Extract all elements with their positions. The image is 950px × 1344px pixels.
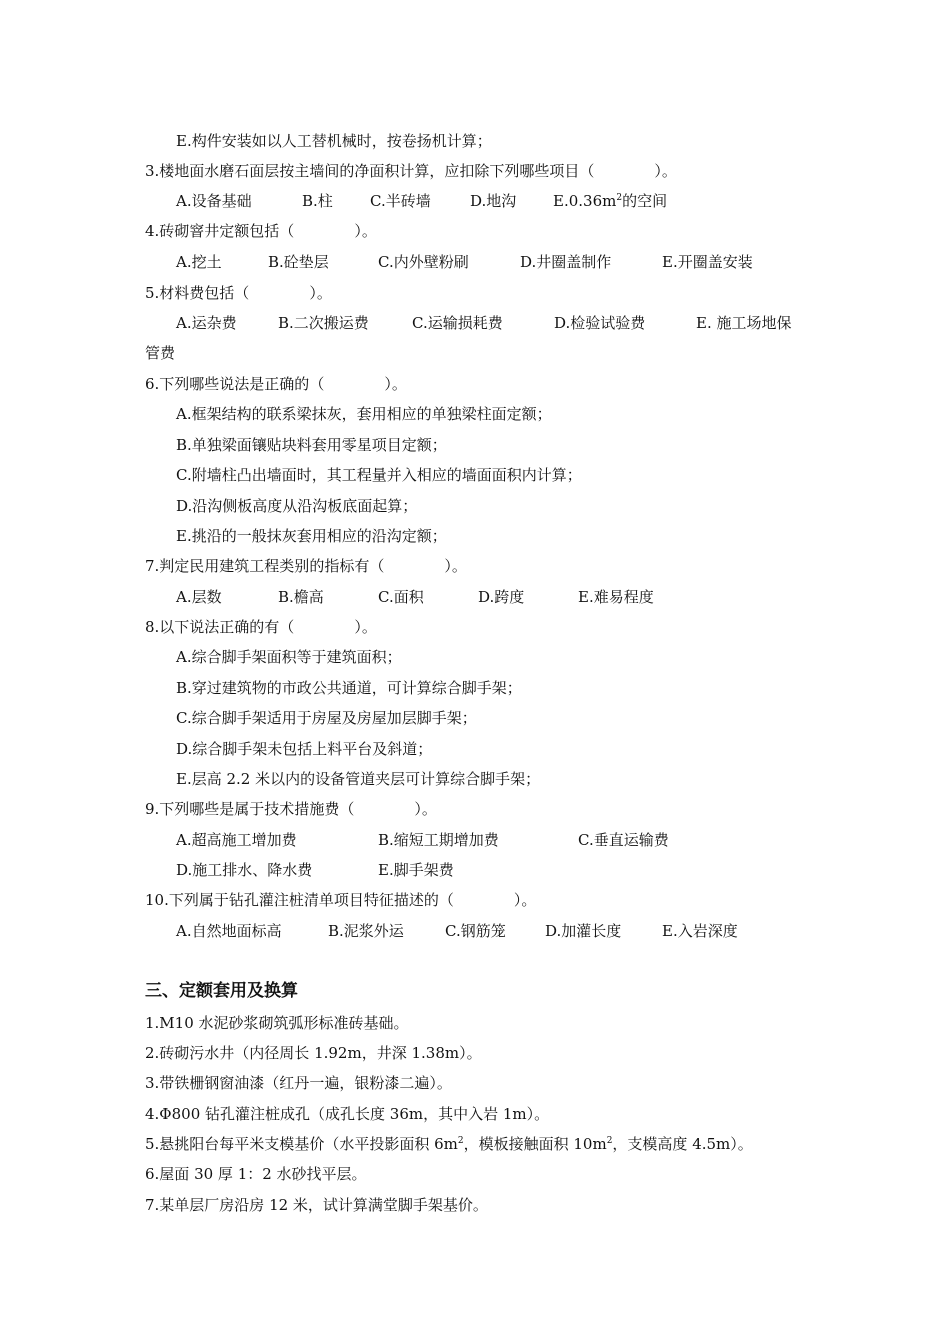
question-9: 9.下列哪些是属于技术措施费（ ）。 (145, 800, 437, 818)
q9-option-c: C.垂直运输费 (578, 831, 669, 849)
item-5-part-3: ，支模高度 4.5m）。 (612, 1135, 753, 1153)
q3-option-d: D.地沟 (470, 192, 517, 210)
q5-option-a: A.运杂费 (176, 314, 237, 332)
item-5-superscript-2: 2 (606, 1136, 613, 1146)
q4-option-a: A.挖土 (176, 253, 222, 271)
q3-option-a: A.设备基础 (176, 192, 252, 210)
section-3-item-4: 4.Φ800 钻孔灌注桩成孔（成孔长度 36m，其中入岩 1m）。 (145, 1105, 550, 1123)
q8-option-b: B.穿过建筑物的市政公共通道，可计算综合脚手架； (176, 679, 522, 697)
q5-option-d: D.检验试验费 (554, 314, 646, 332)
q9-option-b: B.缩短工期增加费 (378, 831, 499, 849)
q3-option-b: B.柱 (302, 192, 333, 210)
q6-option-d: D.沿沟侧板高度从沿沟板底面起算； (176, 497, 418, 515)
question-10: 10.下列属于钻孔灌注桩清单项目特征描述的（ ）。 (145, 891, 537, 909)
q2-option-e: E.构件安装如以人工替机械时，按卷扬机计算； (176, 132, 492, 150)
q4-option-d: D.井圈盖制作 (520, 253, 612, 271)
q7-option-c: C.面积 (378, 588, 424, 606)
q9-option-d: D.施工排水、降水费 (176, 861, 313, 879)
q10-option-e: E.入岩深度 (662, 922, 738, 940)
q8-option-d: D.综合脚手架未包括上料平台及斜道； (176, 740, 433, 758)
section-3-item-2: 2.砖砌污水井（内径周长 1.92m，井深 1.38m）。 (145, 1044, 482, 1062)
q9-option-a: A.超高施工增加费 (176, 831, 297, 849)
q5-option-c: C.运输损耗费 (412, 314, 503, 332)
question-6: 6.下列哪些说法是正确的（ ）。 (145, 375, 407, 393)
q5-option-e-continued: 管费 (145, 344, 176, 362)
question-7: 7.判定民用建筑工程类别的指标有（ ）。 (145, 557, 467, 575)
q3-option-e-superscript: 2 (616, 193, 623, 203)
item-5-superscript-1: 2 (457, 1136, 464, 1146)
q4-option-e: E.开圈盖安装 (662, 253, 753, 271)
q8-option-e: E.层高 2.2 米以内的设备管道夹层可计算综合脚手架； (176, 770, 541, 788)
item-5-part-2: ，模板接触面积 10m (463, 1135, 607, 1153)
q8-option-c: C.综合脚手架适用于房屋及房屋加层脚手架； (176, 709, 477, 727)
q7-option-e: E.难易程度 (578, 588, 654, 606)
q5-option-b: B.二次搬运费 (278, 314, 369, 332)
section-3-item-5 (145, 1134, 753, 1154)
q3-option-e-text: E.0.36m (553, 192, 617, 210)
question-5: 5.材料费包括（ ）。 (145, 284, 332, 302)
q10-option-d: D.加灌长度 (545, 922, 622, 940)
q8-option-a: A.综合脚手架面积等于建筑面积； (176, 648, 402, 666)
q10-option-a: A.自然地面标高 (176, 922, 282, 940)
q7-option-a: A.层数 (176, 588, 222, 606)
q9-option-e: E.脚手架费 (378, 861, 454, 879)
q6-option-b: B.单独梁面镶贴块料套用零星项目定额； (176, 436, 447, 454)
question-8: 8.以下说法正确的有（ ）。 (145, 618, 377, 636)
question-3: 3.楼地面水磨石面层按主墙间的净面积计算，应扣除下列哪些项目（ ）。 (145, 162, 677, 180)
q3-option-c: C.半砖墙 (370, 192, 431, 210)
section-3-item-6: 6.屋面 30 厚 1：2 水砂找平层。 (145, 1165, 367, 1183)
q5-option-e: E. 施工场地保 (696, 314, 792, 332)
q10-option-c: C.钢筋笼 (445, 922, 506, 940)
section-3-item-1: 1.M10 水泥砂浆砌筑弧形标准砖基础。 (145, 1014, 409, 1032)
section-3-item-3: 3.带铁栅钢窗油漆（红丹一遍，银粉漆二遍）。 (145, 1074, 452, 1092)
q6-option-c: C.附墙柱凸出墙面时，其工程量并入相应的墙面面积内计算； (176, 466, 582, 484)
q10-option-b: B.泥浆外运 (328, 922, 404, 940)
section-3-title: 三、定额套用及换算 (145, 981, 298, 1001)
section-3-item-7: 7.某单层厂房沿房 12 米，试计算满堂脚手架基价。 (145, 1196, 488, 1214)
q3-option-e-tail: 的空间 (622, 192, 668, 210)
q7-option-d: D.跨度 (478, 588, 525, 606)
q6-option-a: A.框架结构的联系梁抹灰，套用相应的单独梁柱面定额； (176, 405, 552, 423)
q4-option-c: C.内外壁粉刷 (378, 253, 469, 271)
q6-option-e: E.挑沿的一般抹灰套用相应的沿沟定额； (176, 527, 447, 545)
question-4: 4.砖砌窨井定额包括（ ）。 (145, 222, 377, 240)
q3-option-e (553, 191, 667, 211)
q4-option-b: B.砼垫层 (268, 253, 329, 271)
item-5-part-1: 5.悬挑阳台每平米支模基价（水平投影面积 6m (145, 1135, 458, 1153)
q7-option-b: B.檐高 (278, 588, 324, 606)
